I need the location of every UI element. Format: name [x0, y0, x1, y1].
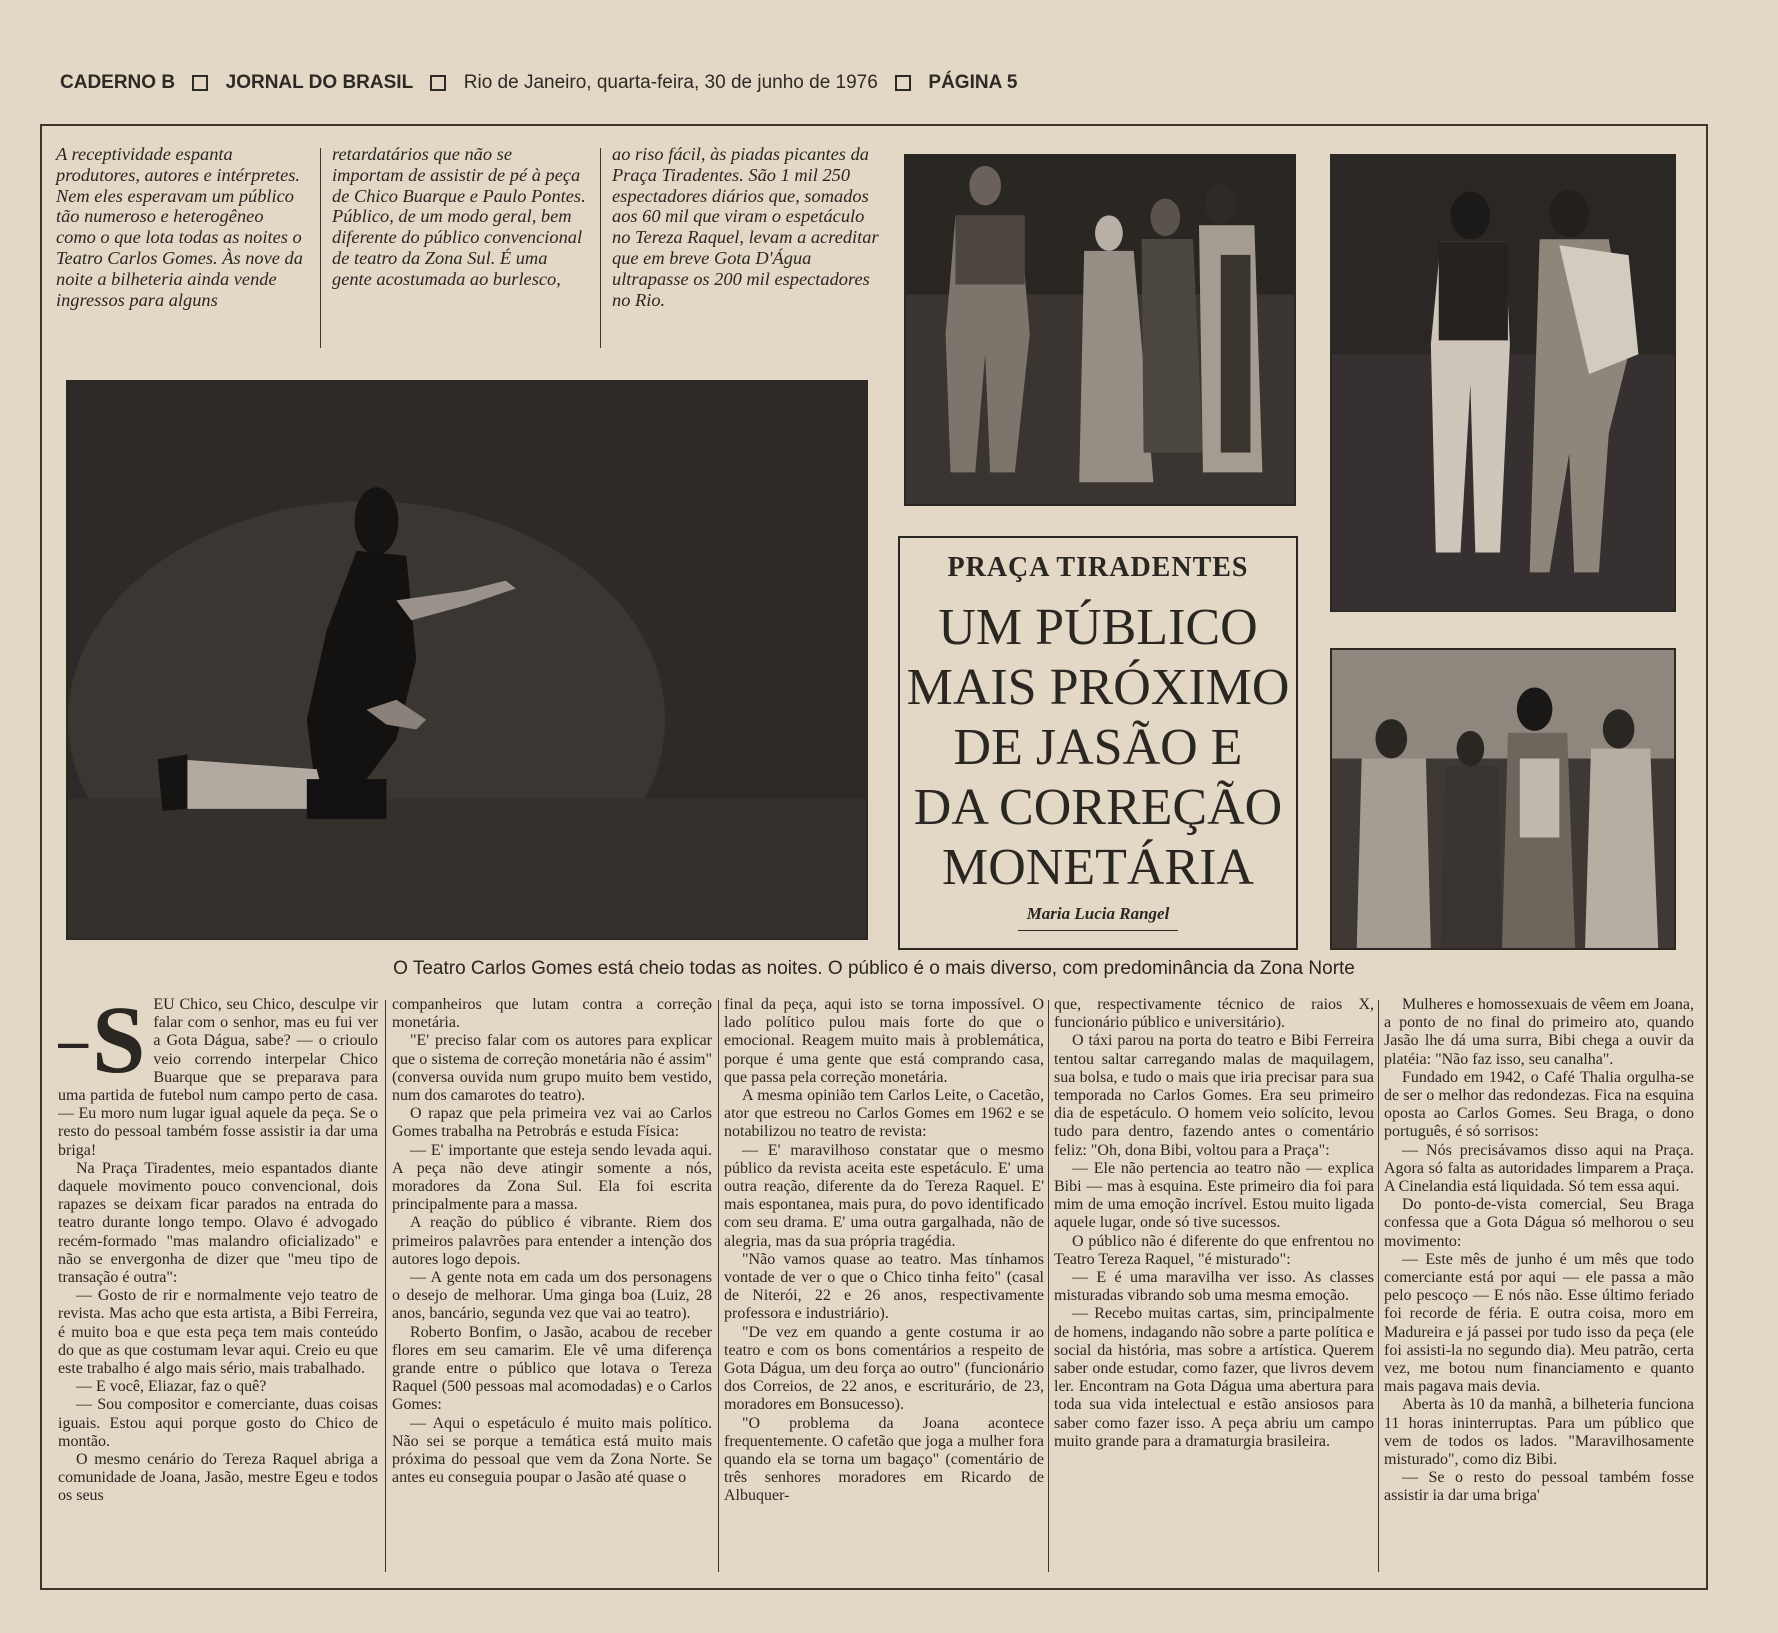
body-column-2	[392, 996, 712, 1576]
page-number: PÁGINA 5	[928, 72, 1018, 93]
body-paragraph: — Nós precisávamos disso aqui na Praça. Agora só falta as autoridades limparem a Praça. A Cinelandia está liquidada. Só tem essa aqui.	[1384, 1141, 1694, 1196]
newspaper-name: JORNAL DO BRASIL	[225, 72, 414, 93]
body-paragraph: A reação do público é vibrante. Riem dos primeiros palavrões para entender a intenção dos autores logo depois.	[392, 1214, 712, 1268]
section-name: CADERNO B	[60, 72, 176, 93]
actress-kneeling-photo	[68, 382, 866, 938]
body-paragraph: "De vez em quando a gente costuma ir ao teatro e com os bons comentários a respeito de Gota Dágua, um deu força ao outro" (funcionário dos Correios, de 22 anos, e escriturário, de 23, moradores em Bonsucesso).	[724, 1323, 1044, 1414]
body-paragraph: Roberto Bonfim, o Jasão, acabou de receber flores em seu camarim. Ele vê uma diferença grande entre o público que lotava o Tereza Raquel (500 pessoas mal acomodadas) e o Carlos Gomes:	[392, 1323, 712, 1414]
dropcap: S	[92, 996, 146, 1093]
body-column-1	[58, 996, 378, 1576]
body-paragraph: — E' importante que esteja sendo levada aqui. A peça não deve atingir somente a nós, moradores da Zona Sul. Ela foi escrita principalmente para a massa.	[392, 1141, 712, 1214]
body-paragraph: final da peça, aqui isto se torna impossível. O lado político pulou mais forte do que o emocional. Reagem muito mais à problemática, porque é uma gente que está comprando casa, que passa pela correção monetária.	[724, 996, 1044, 1086]
body-column-3	[724, 996, 1044, 1576]
column-rule	[1048, 1000, 1049, 1572]
body-paragraph: O mesmo cenário do Tereza Raquel abriga a comunidade de Joana, Jasão, mestre Egeu e todos os seus	[58, 1451, 378, 1505]
body-paragraph: — A gente nota em cada um dos personagens o desejo de melhorar. Uma ginga boa (Luiz, 28 anos, bancário, segunda vez que vai ao teatro).	[392, 1269, 712, 1323]
column-rule	[718, 1000, 719, 1572]
dropcap-dash: –	[58, 1007, 88, 1073]
headline	[900, 598, 1296, 898]
headline-line: MAIS PRÓXIMO	[906, 659, 1290, 716]
crowd-photo	[1332, 650, 1674, 948]
headline-box	[898, 536, 1298, 950]
headline-line: DA CORREÇÃO	[913, 779, 1283, 836]
body-paragraph: Do ponto-de-vista comercial, Seu Braga confessa que a Gota Dágua só melhorou o seu movimento:	[1384, 1196, 1694, 1250]
separator-square-icon	[895, 75, 911, 91]
body-paragraph: Fundado em 1942, o Café Thalia orgulha-se de ser o melhor das redondezas. Fica na esquina oposta ao Carlos Gomes. Seu Braga, o dono português, é só sorrisos:	[1384, 1068, 1694, 1141]
body-paragraph: A mesma opinião tem Carlos Leite, o Cacetão, ator que estreou no Carlos Gomes em 1962 e se notabilizou no teatro de revista:	[724, 1087, 1044, 1141]
audience-photo-2	[1330, 154, 1676, 612]
body-paragraph: — E é uma maravilha ver isso. As classes misturadas vibrando sob uma mesma emoção.	[1054, 1269, 1374, 1305]
body-paragraph: — Aqui o espetáculo é muito mais político. Não sei se porque a temática está muito mais próxima do pessoal que vem da Zona Norte. Se antes eu conseguia poupar o Jasão até quase o	[392, 1414, 712, 1487]
intro-column-1: A receptividade espanta produtores, autores e intérpretes. Nem eles esperavam um público tão numeroso e heterogêneo como o que lota todas as noites o Teatro Carlos Gomes. Às nove da noite a bilheteria ainda vende ingressos para alguns	[56, 144, 303, 310]
headline-line: UM PÚBLICO	[938, 599, 1258, 656]
body-paragraph: O público não é diferente do que enfrentou no Teatro Tereza Raquel, "é misturado":	[1054, 1232, 1374, 1268]
body-paragraph: — Gosto de rir e normalmente vejo teatro de revista. Mas acho que esta artista, a Bibi Ferreira, é muito boa e que esta peça tem mais conteúdo do que as que costumam levar aqui. Creio eu que este trabalho é algo mais sério, mais trabalhado.	[58, 1287, 378, 1378]
body-paragraph: — Se o resto do pessoal também fosse assistir ia dar uma briga'	[1384, 1469, 1694, 1505]
separator-square-icon	[430, 75, 446, 91]
two-women-photo	[1332, 156, 1674, 610]
photo-caption: O Teatro Carlos Gomes está cheio todas as noites. O público é o mais diverso, com predominância da Zona Norte	[393, 958, 1355, 979]
body-paragraph: Aberta às 10 da manhã, a bilheteria funciona 11 horas ininterruptas. Para um público que vem de todos os lados. "Maravilhosamente misturado", como diz Bibi.	[1384, 1396, 1694, 1469]
body-paragraph: — E você, Eliazar, faz o quê?	[76, 1378, 267, 1396]
column-rule	[600, 148, 601, 348]
body-paragraph: — Sou compositor e comerciante, duas coisas iguais. Estou aqui porque gosto do Chico de montão.	[58, 1396, 378, 1450]
main-photo	[66, 380, 868, 940]
body-paragraph: — Recebo muitas cartas, sim, principalmente de homens, indagando não sobre a parte política e social da história, mas sobre a artística. Querem saber onde estudar, como fazer, que livros devem ler. Encontram na Gota Dágua uma abertura para toda sua vida intelectual e estão ansiosos para saber como fazer isso. A peça abriu um campo muito grande para a dramaturgia brasileira.	[1054, 1305, 1374, 1450]
headline-line: MONETÁRIA	[942, 839, 1254, 896]
column-rule	[385, 1000, 386, 1572]
audience-group-photo	[906, 156, 1294, 504]
body-column-4	[1054, 996, 1374, 1576]
intro-column-3: ao riso fácil, às piadas picantes da Praça Tiradentes. São 1 mil 250 espectadores diários que, somados aos 60 mil que viram o espetáculo no Tereza Raquel, levam a acreditar que em breve Gota D'Água ultrapasse os 200 mil espectadores no Rio.	[612, 144, 879, 310]
column-rule	[320, 148, 321, 348]
body-paragraph: — E' maravilhoso constatar que o mesmo público da revista aceita este espetáculo. E' uma outra reação, diferente da do Tereza Raquel. E' mais espontanea, mais pura, do povo identificado com seu drama. E' uma outra gargalhada, não de alegria, mas da sua própria tragédia.	[724, 1141, 1044, 1250]
body-paragraph: "E' preciso falar com os autores para explicar que o sistema de correção monetária não é assim" (conversa ouvida num grupo muito bem vestido, num dos camarotes do teatro).	[392, 1032, 712, 1105]
byline-rule	[1018, 930, 1178, 931]
body-paragraph: — Ele não pertencia ao teatro não — explica Bibi — mas à esquina. Este primeiro dia foi para mim de uma emoção incrível. Estou muito ligada aquele lugar, onde só tive sucessos.	[1054, 1159, 1374, 1232]
body-paragraph: — Este mês de junho é um mês que todo comerciante está por aqui — ele passa a mão pelo pescoço — E nós não. Esse último feriado foi recorde de féria. E outra coisa, moro em Madureira e já passei por tudo isso da peça (ele foi assisti-la no segundo dia). Meu patrão, certa vez, me botou num financiamento e quanto mais pagava mais devia.	[1384, 1250, 1694, 1396]
byline: Maria Lucia Rangel	[1026, 904, 1170, 923]
audience-photo-3	[1330, 648, 1676, 950]
headline-kicker: PRAÇA TIRADENTES	[947, 552, 1249, 583]
column-rule	[1378, 1000, 1379, 1572]
body-paragraph: que, respectivamente técnico de raios X, funcionário público e universitário).	[1054, 996, 1374, 1032]
body-paragraph: Mulheres e homossexuais de vêem em Joana, a ponto de no final do primeiro ato, quando Jasão lhe dá uma surra, Bibi chega a ouvir da platéia: "Não faz isso, seu canalha".	[1384, 996, 1694, 1068]
separator-square-icon	[192, 75, 208, 91]
body-paragraph: O rapaz que pela primeira vez vai ao Carlos Gomes trabalha na Petrobrás e estuda Física:	[392, 1105, 712, 1141]
intro-column-2: retardatários que não se importam de assistir de pé à peça de Chico Buarque e Paulo Pontes. Público, de um modo geral, bem diferente do público convencional de teatro da Zona Sul. É uma gente acostumada ao burlesco,	[332, 144, 586, 289]
dateline: Rio de Janeiro, quarta-feira, 30 de junho de 1976	[463, 72, 878, 93]
masthead	[60, 72, 1720, 108]
body-column-5	[1384, 996, 1694, 1576]
headline-line: DE JASÃO E	[953, 719, 1243, 776]
body-paragraph: companheiros que lutam contra a correção monetária.	[392, 996, 712, 1032]
audience-photo-1	[904, 154, 1296, 506]
body-paragraph: O táxi parou na porta do teatro e Bibi Ferreira tentou saltar carregando malas de maquilagem, sua bolsa, e tudo o mais que iria precisar para sua temporada no Carlos Gomes. Era seu primeiro dia de espetáculo. O homem veio solícito, levou tudo para dentro, fazendo antes o comentário feliz: "Oh, dona Bibi, voltou para a Praça":	[1054, 1032, 1374, 1159]
body-paragraph: Na Praça Tiradentes, meio espantados diante daquele movimento pouco convencional, dois rapazes se deixam ficar parados na entrada do teatro durante longo tempo. Olavo é advogado recém-formado "mas malandro oficializado" e não se envergonha de dizer que "meu tipo de transação é outra":	[58, 1159, 378, 1287]
body-paragraph: EU Chico, seu Chico, desculpe vir falar com o senhor, mas eu fui ver a Gota Dágua, sabe? — o crioulo veio correndo interpelar Chico Buarque que se preparava para uma partida de futebol num campo perto de casa. — Eu moro num lugar igual aquele da peça. Se o resto do pessoal também fosse assistir ia dar uma briga!	[58, 996, 378, 1159]
body-paragraph: "O problema da Joana acontece frequentemente. O cafetão que joga a mulher fora quando ela se torna um bagaço" (comentário de três senhores moradores em Ricardo de Albuquer-	[724, 1414, 1044, 1505]
body-paragraph: "Não vamos quase ao teatro. Mas tínhamos vontade de ver o que o Chico tinha feito" (casal de Niterói, 22 e 26 anos, respectivamente professora e industriário).	[724, 1250, 1044, 1323]
